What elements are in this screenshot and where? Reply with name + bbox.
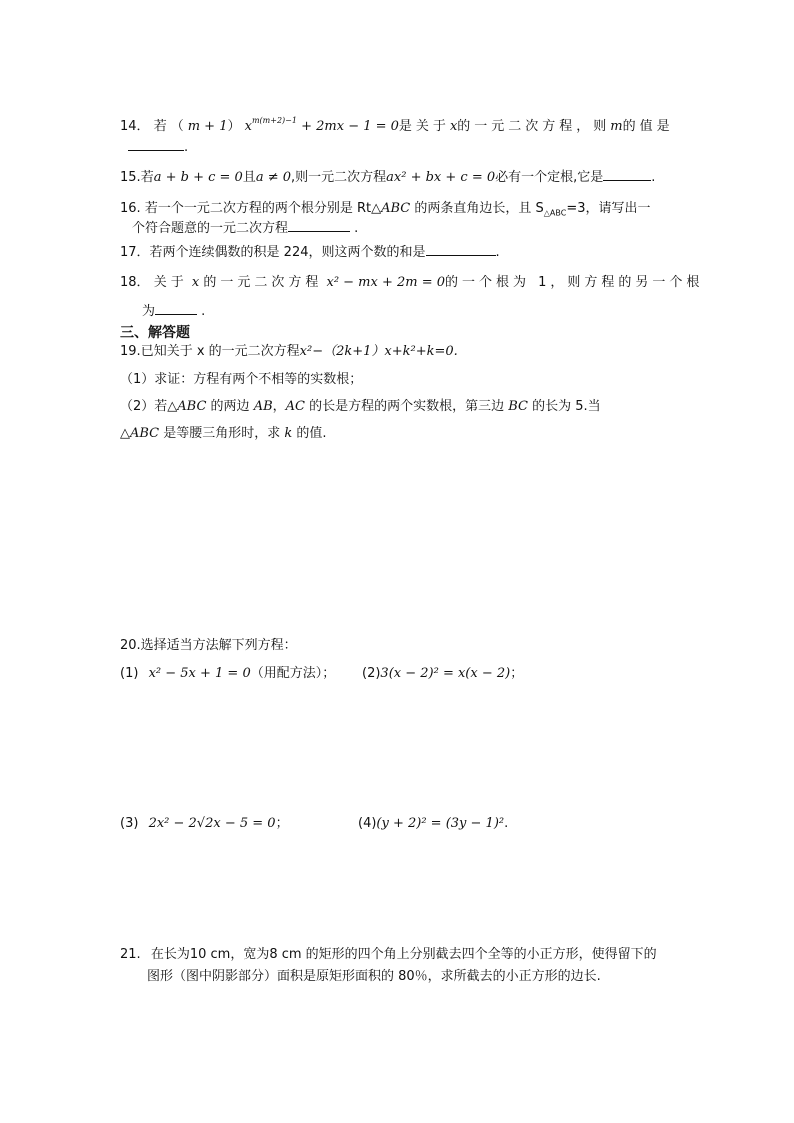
- math-expression: m + 1: [187, 119, 228, 134]
- period: .: [504, 816, 509, 831]
- math-expression: a ≠ 0: [255, 170, 292, 185]
- period: .: [495, 245, 500, 260]
- math-variable: k: [284, 426, 293, 441]
- question-number: 15.: [120, 170, 141, 185]
- question-19: [120, 343, 458, 361]
- triangle-label: ABC: [177, 399, 207, 414]
- question-text: 若（: [153, 119, 188, 134]
- answer-blank[interactable]: [128, 138, 184, 151]
- question-20-title: 20.选择适当方法解下列方程：: [120, 638, 297, 653]
- question-15: [120, 168, 655, 187]
- question-20-item-3: [120, 815, 289, 833]
- question-text: 的值是: [622, 119, 674, 134]
- question-number: 14．: [120, 119, 150, 134]
- question-text: 个符合题意的一元二次方程: [132, 221, 289, 236]
- question-text: 的值.: [292, 426, 327, 441]
- area-subscript: △ABC: [543, 208, 567, 218]
- question-text: 若两个连续偶数的积是 224，则这两个数的和是: [149, 245, 426, 260]
- question-number: 19.: [120, 344, 141, 359]
- question-18: [120, 274, 703, 292]
- question-text: 的一个根为 1，则方程的另一个根: [445, 275, 704, 290]
- triangle-label: ABC: [130, 426, 160, 441]
- question-20-item-2: [362, 665, 523, 683]
- question-text: 必有一个定根,它是: [495, 170, 604, 185]
- question-16-line2: [132, 219, 358, 238]
- question-text: 关于: [153, 275, 188, 290]
- section-heading: 三、解答题: [120, 325, 190, 341]
- question-text: 是等腰三角形时，求: [159, 426, 285, 441]
- item-label: (3): [120, 816, 139, 831]
- question-text: 的长为 5.当: [528, 399, 601, 414]
- question-text: ，: [272, 399, 286, 414]
- math-expression: x² − 5x + 1 = 0: [148, 666, 251, 681]
- triangle-label: ABC: [381, 201, 411, 216]
- question-21: [120, 946, 657, 964]
- math-variable: x: [449, 119, 458, 134]
- question-14-answer-line: [128, 138, 188, 157]
- math-expression: ax² + bx + c = 0: [386, 170, 496, 185]
- question-text: 的一元二次方程: [203, 275, 323, 290]
- side-label: BC: [508, 399, 529, 414]
- question-text: ）: [227, 119, 241, 134]
- question-text: （用配方法）；: [250, 666, 336, 681]
- question-20-item-1: [120, 665, 335, 683]
- math-variable: x: [191, 275, 200, 290]
- question-number: 17．: [120, 245, 150, 260]
- answer-blank[interactable]: [155, 302, 197, 315]
- question-18-line2: [142, 302, 205, 321]
- question-number: 18．: [120, 275, 150, 290]
- question-20-item-4: [358, 815, 508, 833]
- item-label: (1): [120, 666, 139, 681]
- math-expression: $x^{m(m+2)-1}$: [244, 116, 297, 134]
- math-exponent: m(m+2)−1: [251, 116, 297, 125]
- question-text: 的一元二次方程，则: [457, 119, 611, 134]
- side-label: AB: [253, 399, 273, 414]
- question-19-part2: [120, 398, 601, 416]
- question-19-part1: （1）求证：方程有两个不相等的实数根；: [120, 372, 363, 387]
- question-text: 为: [142, 304, 156, 319]
- question-text: ；: [510, 666, 524, 681]
- answer-blank[interactable]: [603, 168, 651, 181]
- math-expression: a + b + c = 0: [153, 170, 243, 185]
- question-17: [120, 243, 500, 262]
- period: .: [201, 304, 206, 319]
- question-number: 16.: [120, 201, 141, 216]
- question-text: 的两边: [206, 399, 254, 414]
- answer-blank[interactable]: [288, 219, 350, 232]
- question-19-part2-cont: [120, 425, 327, 443]
- question-text: 的两条直角边长，且 S: [410, 201, 544, 216]
- item-label: (4): [358, 816, 377, 831]
- question-text: 在长为10 cm，宽为8 cm 的矩形的四个角上分别截去四个全等的小正方形，使得留下的: [150, 947, 657, 962]
- question-text: （2）若△: [120, 399, 178, 414]
- question-text: △: [120, 426, 130, 441]
- question-text: ,则一元二次方程: [291, 170, 387, 185]
- question-text: ；: [275, 816, 289, 831]
- period: .: [184, 140, 189, 155]
- question-text: 是关于: [398, 119, 450, 134]
- question-text: 若一个一元二次方程的两个根分别是 Rt△: [144, 201, 382, 216]
- question-text: 已知关于 x 的一元二次方程: [140, 344, 300, 359]
- math-expression: x²−（2k+1）x+k²+k=0.: [299, 344, 458, 359]
- question-21-line2: 图形（图中阴影部分）面积是原矩形面积的 80％，求所截去的小正方形的边长.: [147, 969, 601, 984]
- question-number: 21.: [120, 947, 141, 962]
- question-text: 且: [242, 170, 256, 185]
- math-expression: 3(x − 2)² = x(x − 2): [380, 666, 511, 681]
- period: .: [651, 170, 656, 185]
- question-text: 若: [140, 170, 154, 185]
- question-text: =3，请写出一: [566, 201, 651, 216]
- question-14: [120, 112, 674, 136]
- math-expression: (y + 2)² = (3y − 1)²: [376, 816, 505, 831]
- math-expression: x² − mx + 2m = 0: [326, 275, 446, 290]
- math-expression: 2x² − 2√2x − 5 = 0: [148, 816, 276, 831]
- period: .: [354, 221, 359, 236]
- answer-blank[interactable]: [426, 243, 496, 256]
- question-text: 的长是方程的两个实数根，第三边: [305, 399, 509, 414]
- side-label: AC: [285, 399, 305, 414]
- math-expression: + 2mx − 1 = 0: [301, 119, 399, 134]
- math-variable: m: [610, 119, 623, 134]
- item-label: (2): [362, 666, 381, 681]
